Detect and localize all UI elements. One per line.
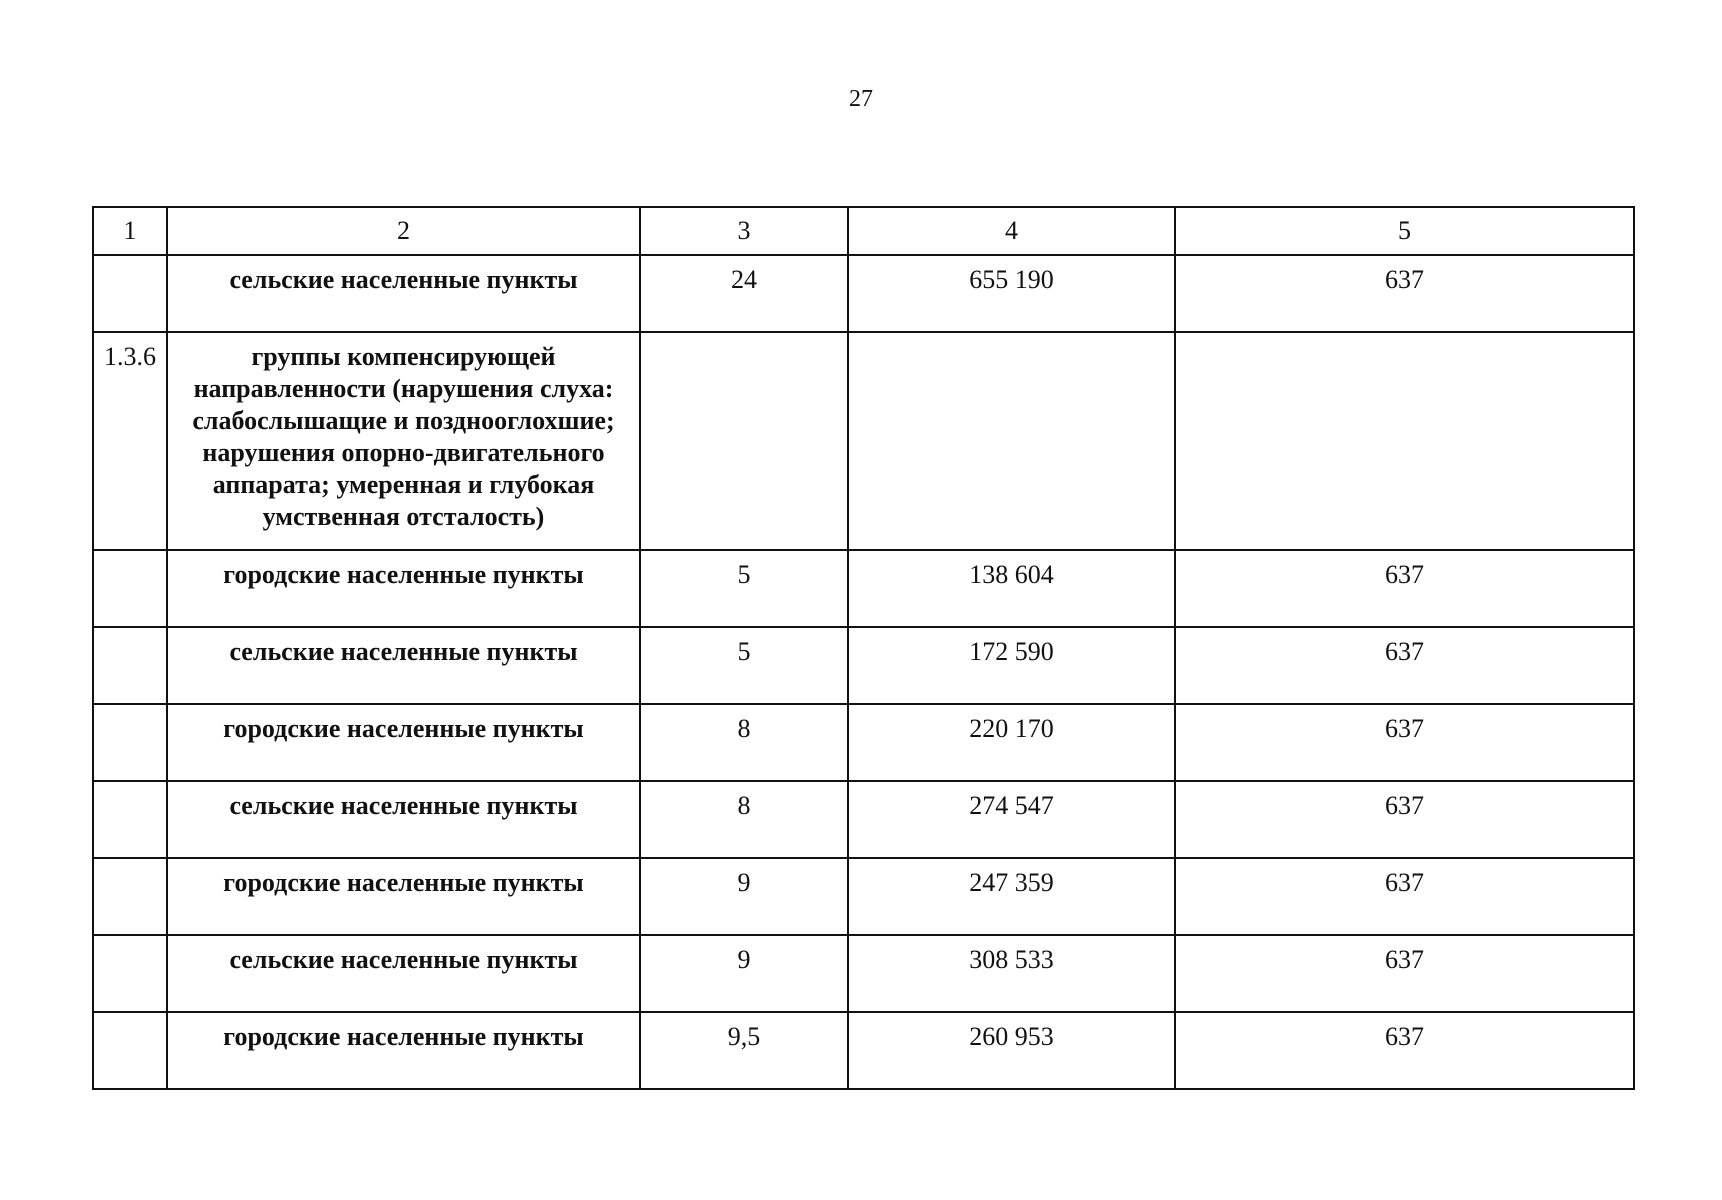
page-number: 27 bbox=[849, 86, 873, 112]
row-col-5: 637 bbox=[1175, 627, 1634, 704]
row-number bbox=[93, 627, 167, 704]
table-row bbox=[93, 781, 1634, 858]
row-number: 1.3.6 bbox=[93, 332, 167, 550]
row-col-4 bbox=[848, 332, 1175, 550]
table-row bbox=[93, 255, 1634, 332]
row-col-5 bbox=[1175, 332, 1634, 550]
row-col-3: 8 bbox=[640, 704, 848, 781]
row-col-4: 138 604 bbox=[848, 550, 1175, 627]
header-col-2: 2 bbox=[167, 207, 640, 255]
row-col-3: 9 bbox=[640, 935, 848, 1012]
row-number bbox=[93, 550, 167, 627]
row-col-3: 24 bbox=[640, 255, 848, 332]
row-col-5: 637 bbox=[1175, 1012, 1634, 1089]
row-col-4: 260 953 bbox=[848, 1012, 1175, 1089]
row-name: сельские населенные пункты bbox=[167, 935, 640, 1012]
row-col-4: 172 590 bbox=[848, 627, 1175, 704]
row-col-3: 5 bbox=[640, 550, 848, 627]
header-col-1: 1 bbox=[93, 207, 167, 255]
header-col-3: 3 bbox=[640, 207, 848, 255]
row-name: группы компенсирующей направленности (нарушения слуха: слабослышащие и позднооглохшие; нарушения опорно-двигательного аппарата; умеренная и глубокая умственная отсталость) bbox=[167, 332, 640, 550]
row-number bbox=[93, 858, 167, 935]
row-name: сельские населенные пункты bbox=[167, 255, 640, 332]
table-row bbox=[93, 704, 1634, 781]
row-col-4: 308 533 bbox=[848, 935, 1175, 1012]
row-number bbox=[93, 704, 167, 781]
data-table bbox=[92, 206, 1635, 1090]
row-name: городские населенные пункты bbox=[167, 704, 640, 781]
table-row bbox=[93, 858, 1634, 935]
row-col-3: 5 bbox=[640, 627, 848, 704]
row-col-3: 9,5 bbox=[640, 1012, 848, 1089]
row-name: городские населенные пункты bbox=[167, 550, 640, 627]
header-col-5: 5 bbox=[1175, 207, 1634, 255]
row-col-5: 637 bbox=[1175, 781, 1634, 858]
row-col-3 bbox=[640, 332, 848, 550]
row-name: городские населенные пункты bbox=[167, 858, 640, 935]
table-header-row bbox=[93, 207, 1634, 255]
row-col-5: 637 bbox=[1175, 935, 1634, 1012]
row-number bbox=[93, 781, 167, 858]
table-row bbox=[93, 935, 1634, 1012]
row-name: городские населенные пункты bbox=[167, 1012, 640, 1089]
table-group-row bbox=[93, 332, 1634, 550]
row-col-4: 655 190 bbox=[848, 255, 1175, 332]
row-col-4: 247 359 bbox=[848, 858, 1175, 935]
table-row bbox=[93, 627, 1634, 704]
row-col-3: 9 bbox=[640, 858, 848, 935]
row-col-5: 637 bbox=[1175, 550, 1634, 627]
table-row bbox=[93, 550, 1634, 627]
row-col-4: 220 170 bbox=[848, 704, 1175, 781]
row-col-3: 8 bbox=[640, 781, 848, 858]
row-col-5: 637 bbox=[1175, 858, 1634, 935]
row-name: сельские населенные пункты bbox=[167, 627, 640, 704]
row-number bbox=[93, 935, 167, 1012]
row-col-4: 274 547 bbox=[848, 781, 1175, 858]
row-number bbox=[93, 255, 167, 332]
table-row bbox=[93, 1012, 1634, 1089]
row-number bbox=[93, 1012, 167, 1089]
header-col-4: 4 bbox=[848, 207, 1175, 255]
row-name: сельские населенные пункты bbox=[167, 781, 640, 858]
row-col-5: 637 bbox=[1175, 704, 1634, 781]
row-col-5: 637 bbox=[1175, 255, 1634, 332]
